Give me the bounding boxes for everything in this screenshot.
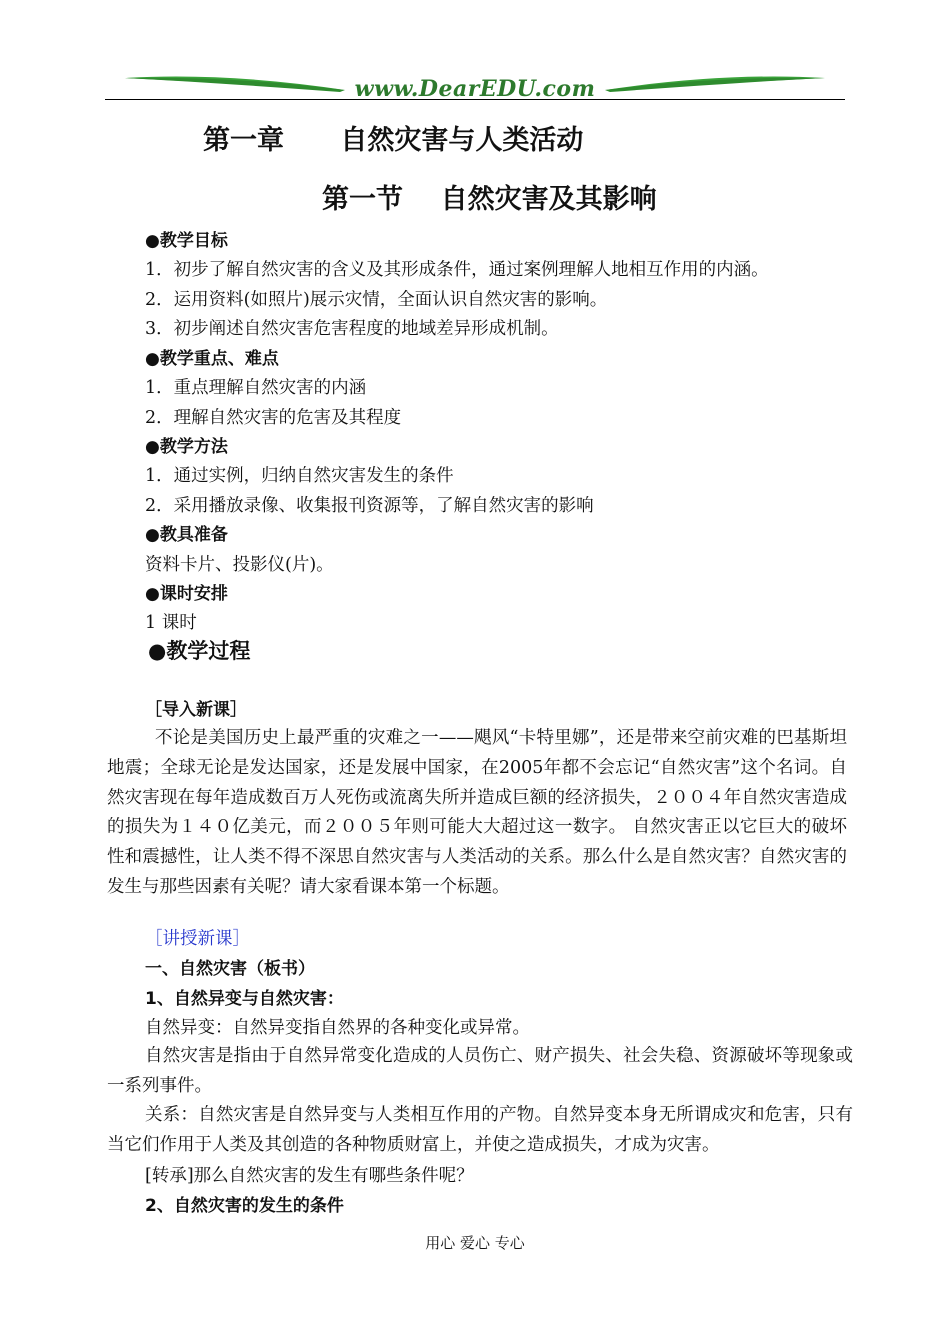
tools-text: 资料卡片、投影仪(片)。: [145, 555, 334, 575]
keypoints-heading: ●教学重点、难点: [145, 349, 279, 369]
goal-item: 3．初步阐述自然灾害危害程度的地域差异形成机制。: [145, 319, 559, 339]
section-title: 第一节 自然灾害及其影响: [322, 184, 657, 215]
schedule-heading: ●课时安排: [145, 584, 228, 604]
lecture-paragraph: 自然灾害是指由于自然异常变化造成的人员伤亡、财产损失、社会失稳、资源破坏等现象或一系列事件。: [107, 1046, 853, 1096]
schedule-text: 1 课时: [145, 613, 197, 633]
method-item: 2．采用播放录像、收集报刊资源等，了解自然灾害的影响: [145, 496, 594, 516]
methods-heading: ●教学方法: [145, 437, 228, 457]
lecture-paragraph: [转承]那么自然灾害的发生有哪些条件呢？: [145, 1166, 474, 1186]
page-footer: 用心 爱心 专心: [425, 1234, 525, 1252]
lecture-label: ［讲授新课］: [145, 929, 250, 949]
chapter-title: 第一章 自然灾害与人类活动: [203, 125, 584, 156]
goals-heading: ●教学目标: [145, 231, 228, 251]
process-heading: ●教学过程: [148, 639, 251, 663]
intro-paragraph: 不论是美国历史上最严重的灾难之一——飓风“卡特里娜”，还是带来空前灾难的巴基斯坦地震；全球无论是发达国家，还是发展中国家，在2005年都不会忘记“自然灾害”这个名词。自然灾害现在每年造成数百万人死伤或流离失所并造成巨额的经济损失，２００４年自然灾害造成的损失为１４０亿美元，而２００５年则可能大大超过这一数字。 自然灾害正以它巨大的破坏性和震撼性，让人类不得不深思自然灾害与人类活动的关系。那么什么是自然灾害？自然灾害的发生与那些因素有关呢？请大家看课本第一个标题。: [107, 728, 847, 897]
goal-item: 1．初步了解自然灾害的含义及其形成条件，通过案例理解人地相互作用的内涵。: [145, 260, 769, 280]
header-rule: [105, 99, 845, 100]
lecture-paragraph: 自然异变：自然异变指自然界的各种变化或异常。: [145, 1018, 530, 1038]
keypoint-item: 2．理解自然灾害的危害及其程度: [145, 408, 402, 428]
method-item: 1．通过实例，归纳自然灾害发生的条件: [145, 466, 454, 486]
keypoint-item: 1．重点理解自然灾害的内涵: [145, 378, 367, 398]
site-logo: www.DearEDU.com: [354, 76, 596, 102]
lecture-paragraph: 关系：自然灾害是自然异变与人类相互作用的产物。自然异变本身无所谓成灾和危害，只有当它们作用于人类及其创造的各种物质财富上，并使之造成损失，才成为灾害。: [107, 1105, 853, 1155]
goal-item: 2．运用资料(如照片)展示灾情，全面认识自然灾害的影响。: [145, 290, 608, 310]
intro-label: ［导入新课］: [145, 700, 247, 720]
tools-heading: ●教具准备: [145, 525, 228, 545]
lecture-subheading: 2、自然灾害的发生的条件: [145, 1196, 344, 1216]
lecture-heading: 一、自然灾害（板书）: [145, 959, 315, 979]
lecture-subheading: 1、自然异变与自然灾害：: [145, 989, 344, 1009]
